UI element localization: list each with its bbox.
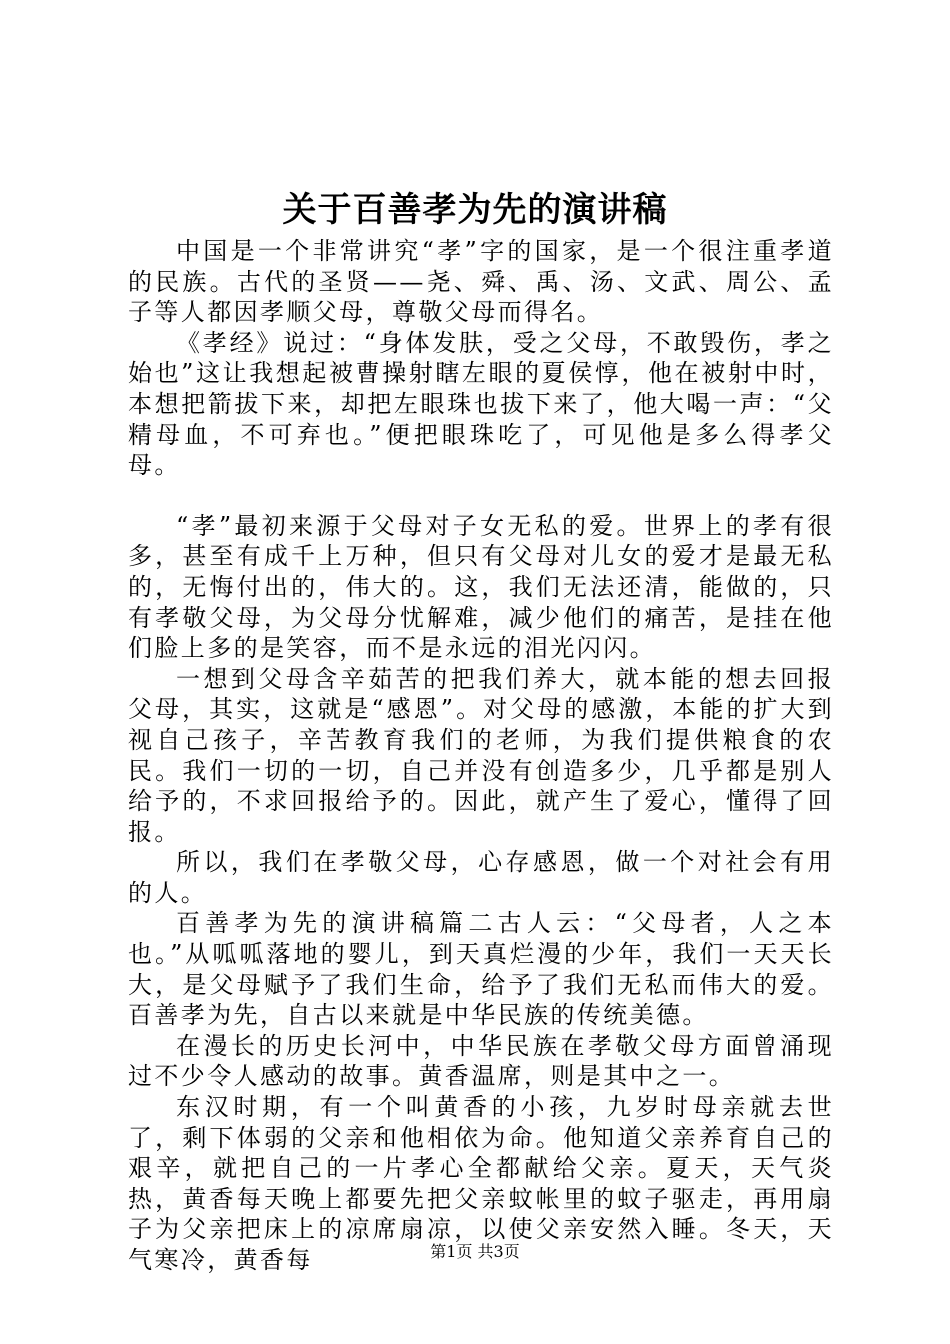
paragraph-4: 一想到父母含辛茹苦的把我们养大，就本能的想去回报父母，其实，这就是“感恩”。对父母的感激，本能的扩大到视自己孩子，辛苦教育我们的老师，为我们提供粮食的农民。我们一切的一切，自己并没有创造多少，几乎都是别人给予的，不求回报给予的。因此，就产生了爱心，懂得了回报。 (128, 664, 834, 846)
paragraph-1: 中国是一个非常讲究“孝”字的国家，是一个很注重孝道的民族。古代的圣贤——尧、舜、禹、汤、文武、周公、孟子等人都因孝顺父母，尊敬父母而得名。 (128, 237, 834, 327)
paragraph-2: 《孝经》说过：“身体发肤，受之父母，不敢毁伤，孝之始也”这让我想起被曹操射瞎左眼的夏侯惇，他在被射中时，本想把箭拔下来，却把左眼珠也拔下来了，他大喝一声：“父精母血，不可弃也。”便把眼珠吃了，可见他是多么得孝父母。 (128, 328, 834, 480)
paragraph-7: 在漫长的历史长河中，中华民族在孝敬父母方面曾涌现过不少令人感动的故事。黄香温席，则是其中之一。 (128, 1031, 834, 1091)
document-body (128, 236, 834, 1276)
paragraph-5: 所以，我们在孝敬父母，心存感恩，做一个对社会有用的人。 (128, 848, 834, 907)
paragraph-8: 东汉时期，有一个叫黄香的小孩，九岁时母亲就去世了，剩下体弱的父亲和他相依为命。他知道父亲养育自己的艰辛，就把自己的一片孝心全都献给父亲。夏天，天气炎热，黄香每天晚上都要先把父亲蚊帐里的蚊子驱走，再用扇子为父亲把床上的凉席扇凉，以使父亲安然入睡。冬天，天气寒冷，黄香每 (128, 1093, 834, 1274)
paragraph-3: “孝”最初来源于父母对子女无私的爱。世界上的孝有很多，甚至有成千上万种，但只有父母对儿女的爱才是最无私的，无悔付出的，伟大的。这，我们无法还清，能做的，只有孝敬父母，为父母分忧解难，减少他们的痛苦，是挂在他们脸上多的是笑容，而不是永远的泪光闪闪。 (128, 511, 834, 663)
document-title: 关于百善孝为先的演讲稿 (282, 190, 668, 230)
page-number-footer: 第1页 共3页 (430, 1242, 520, 1261)
paragraph-6: 百善孝为先的演讲稿篇二古人云：“父母者，人之本也。”从呱呱落地的婴儿，到天真烂漫的少年，我们一天天长大，是父母赋予了我们生命，给予了我们无私而伟大的爱。百善孝为先，自古以来就是中华民族的传统美德。 (128, 909, 834, 1030)
